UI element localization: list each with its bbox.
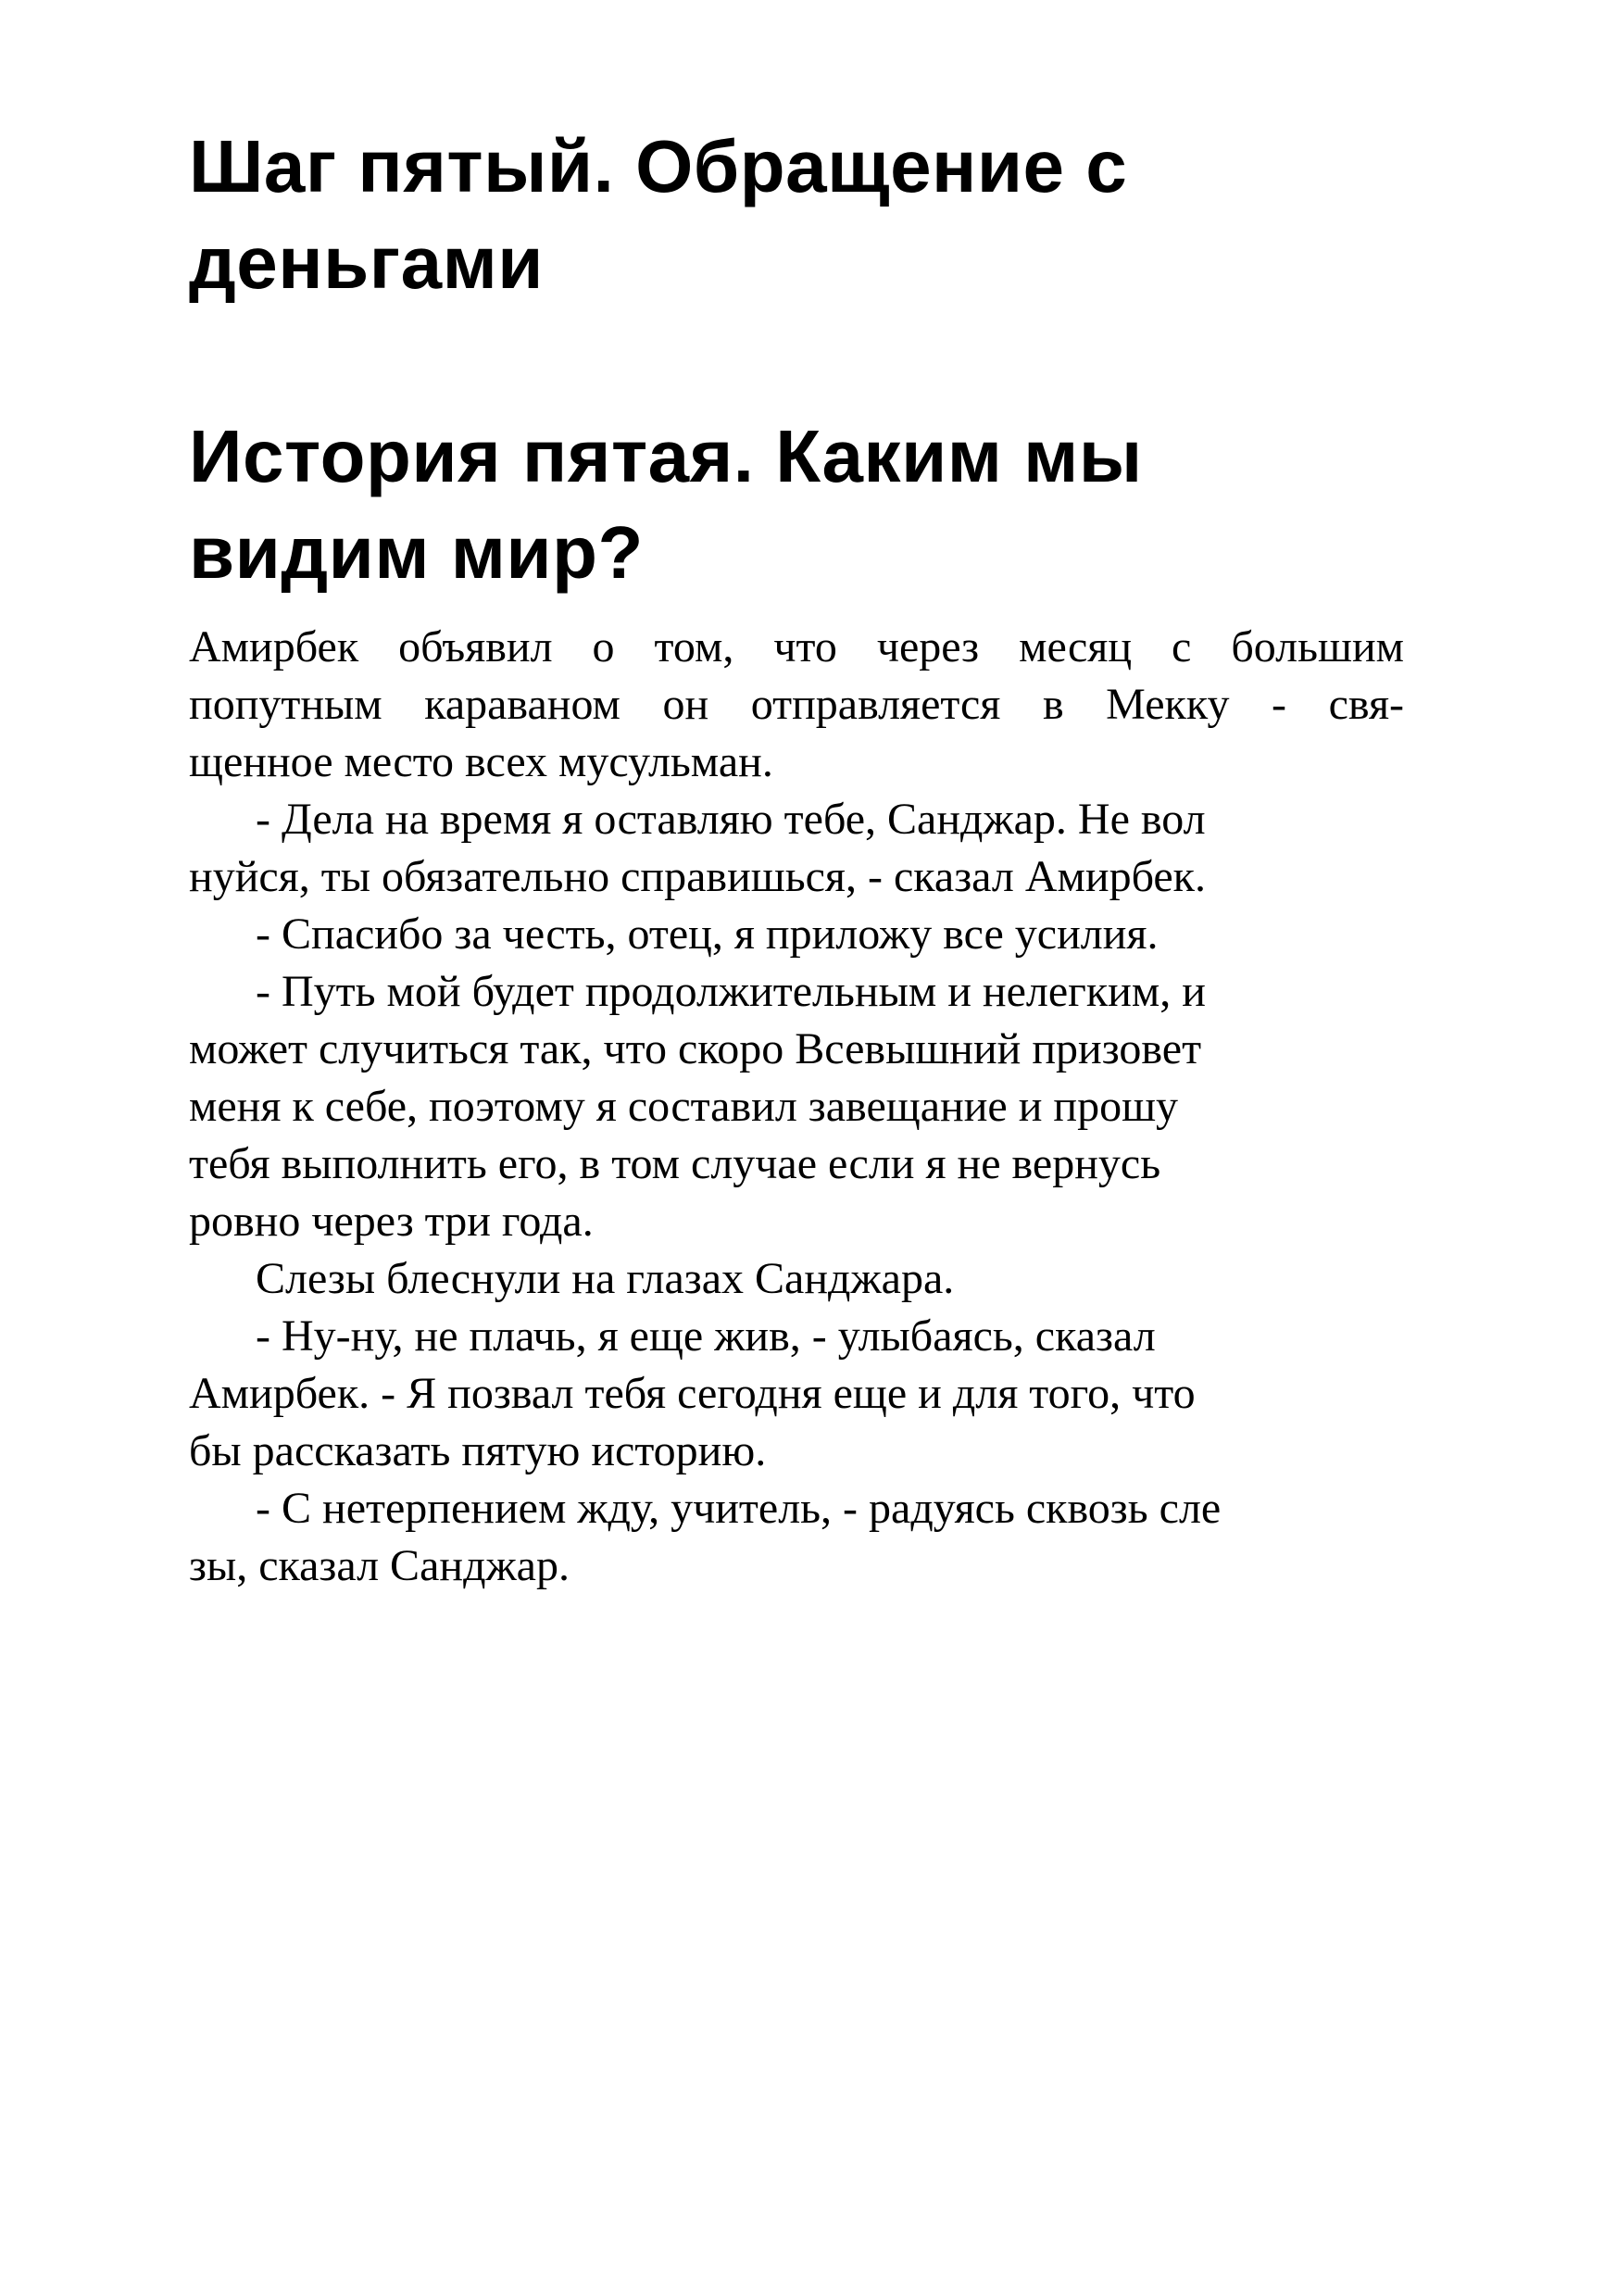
text-line: - С нетерпением жду, учитель, - радуясь сквозь сле xyxy=(256,1484,1222,1533)
text-line: нуйся, ты обязательно справишься, - сказал Амирбек. xyxy=(189,852,1206,901)
text-line: меня к себе, поэтому я составил завещание и прошу xyxy=(189,1082,1179,1131)
story-heading xyxy=(189,408,1467,601)
text-line: Слезы блеснули на глазах Санджара. xyxy=(256,1254,955,1303)
text-line: - Ну-ну, не плачь, я еще жив, - улыбаясь, сказал xyxy=(256,1311,1156,1361)
text-line: Амирбек объявил о том, что через месяц с большим xyxy=(189,622,1404,671)
text-line: попутным караваном он отправляется в Мекку - свя- xyxy=(189,680,1404,729)
text-line: может случиться так, что скоро Всевышний призовет xyxy=(189,1024,1202,1073)
text-line: тебя выполнить его, в том случае если я не вернусь xyxy=(189,1139,1161,1188)
story-heading-line: История пятая. Каким мы xyxy=(189,415,1143,497)
body-text xyxy=(189,619,1404,1595)
chapter-heading-line: Шаг пятый. Обращение с xyxy=(189,125,1128,207)
chapter-heading xyxy=(189,119,1467,311)
text-line: щенное место всех мусульман. xyxy=(189,737,773,786)
text-line: - Спасибо за честь, отец, я приложу все усилия. xyxy=(256,910,1159,959)
text-line: Амирбек. - Я позвал тебя сегодня еще и для того, что xyxy=(189,1369,1196,1418)
text-line: - Путь мой будет продолжительным и нелегким, и xyxy=(256,967,1206,1016)
text-line: зы, сказал Санджар. xyxy=(189,1541,570,1590)
chapter-heading-line: деньгами xyxy=(189,221,544,304)
story-heading-line: видим мир? xyxy=(189,511,644,594)
text-line: бы рассказать пятую историю. xyxy=(189,1426,767,1475)
text-line: ровно через три года. xyxy=(189,1197,594,1246)
text-line: - Дела на время я оставляю тебе, Санджар. Не вол xyxy=(256,795,1206,844)
